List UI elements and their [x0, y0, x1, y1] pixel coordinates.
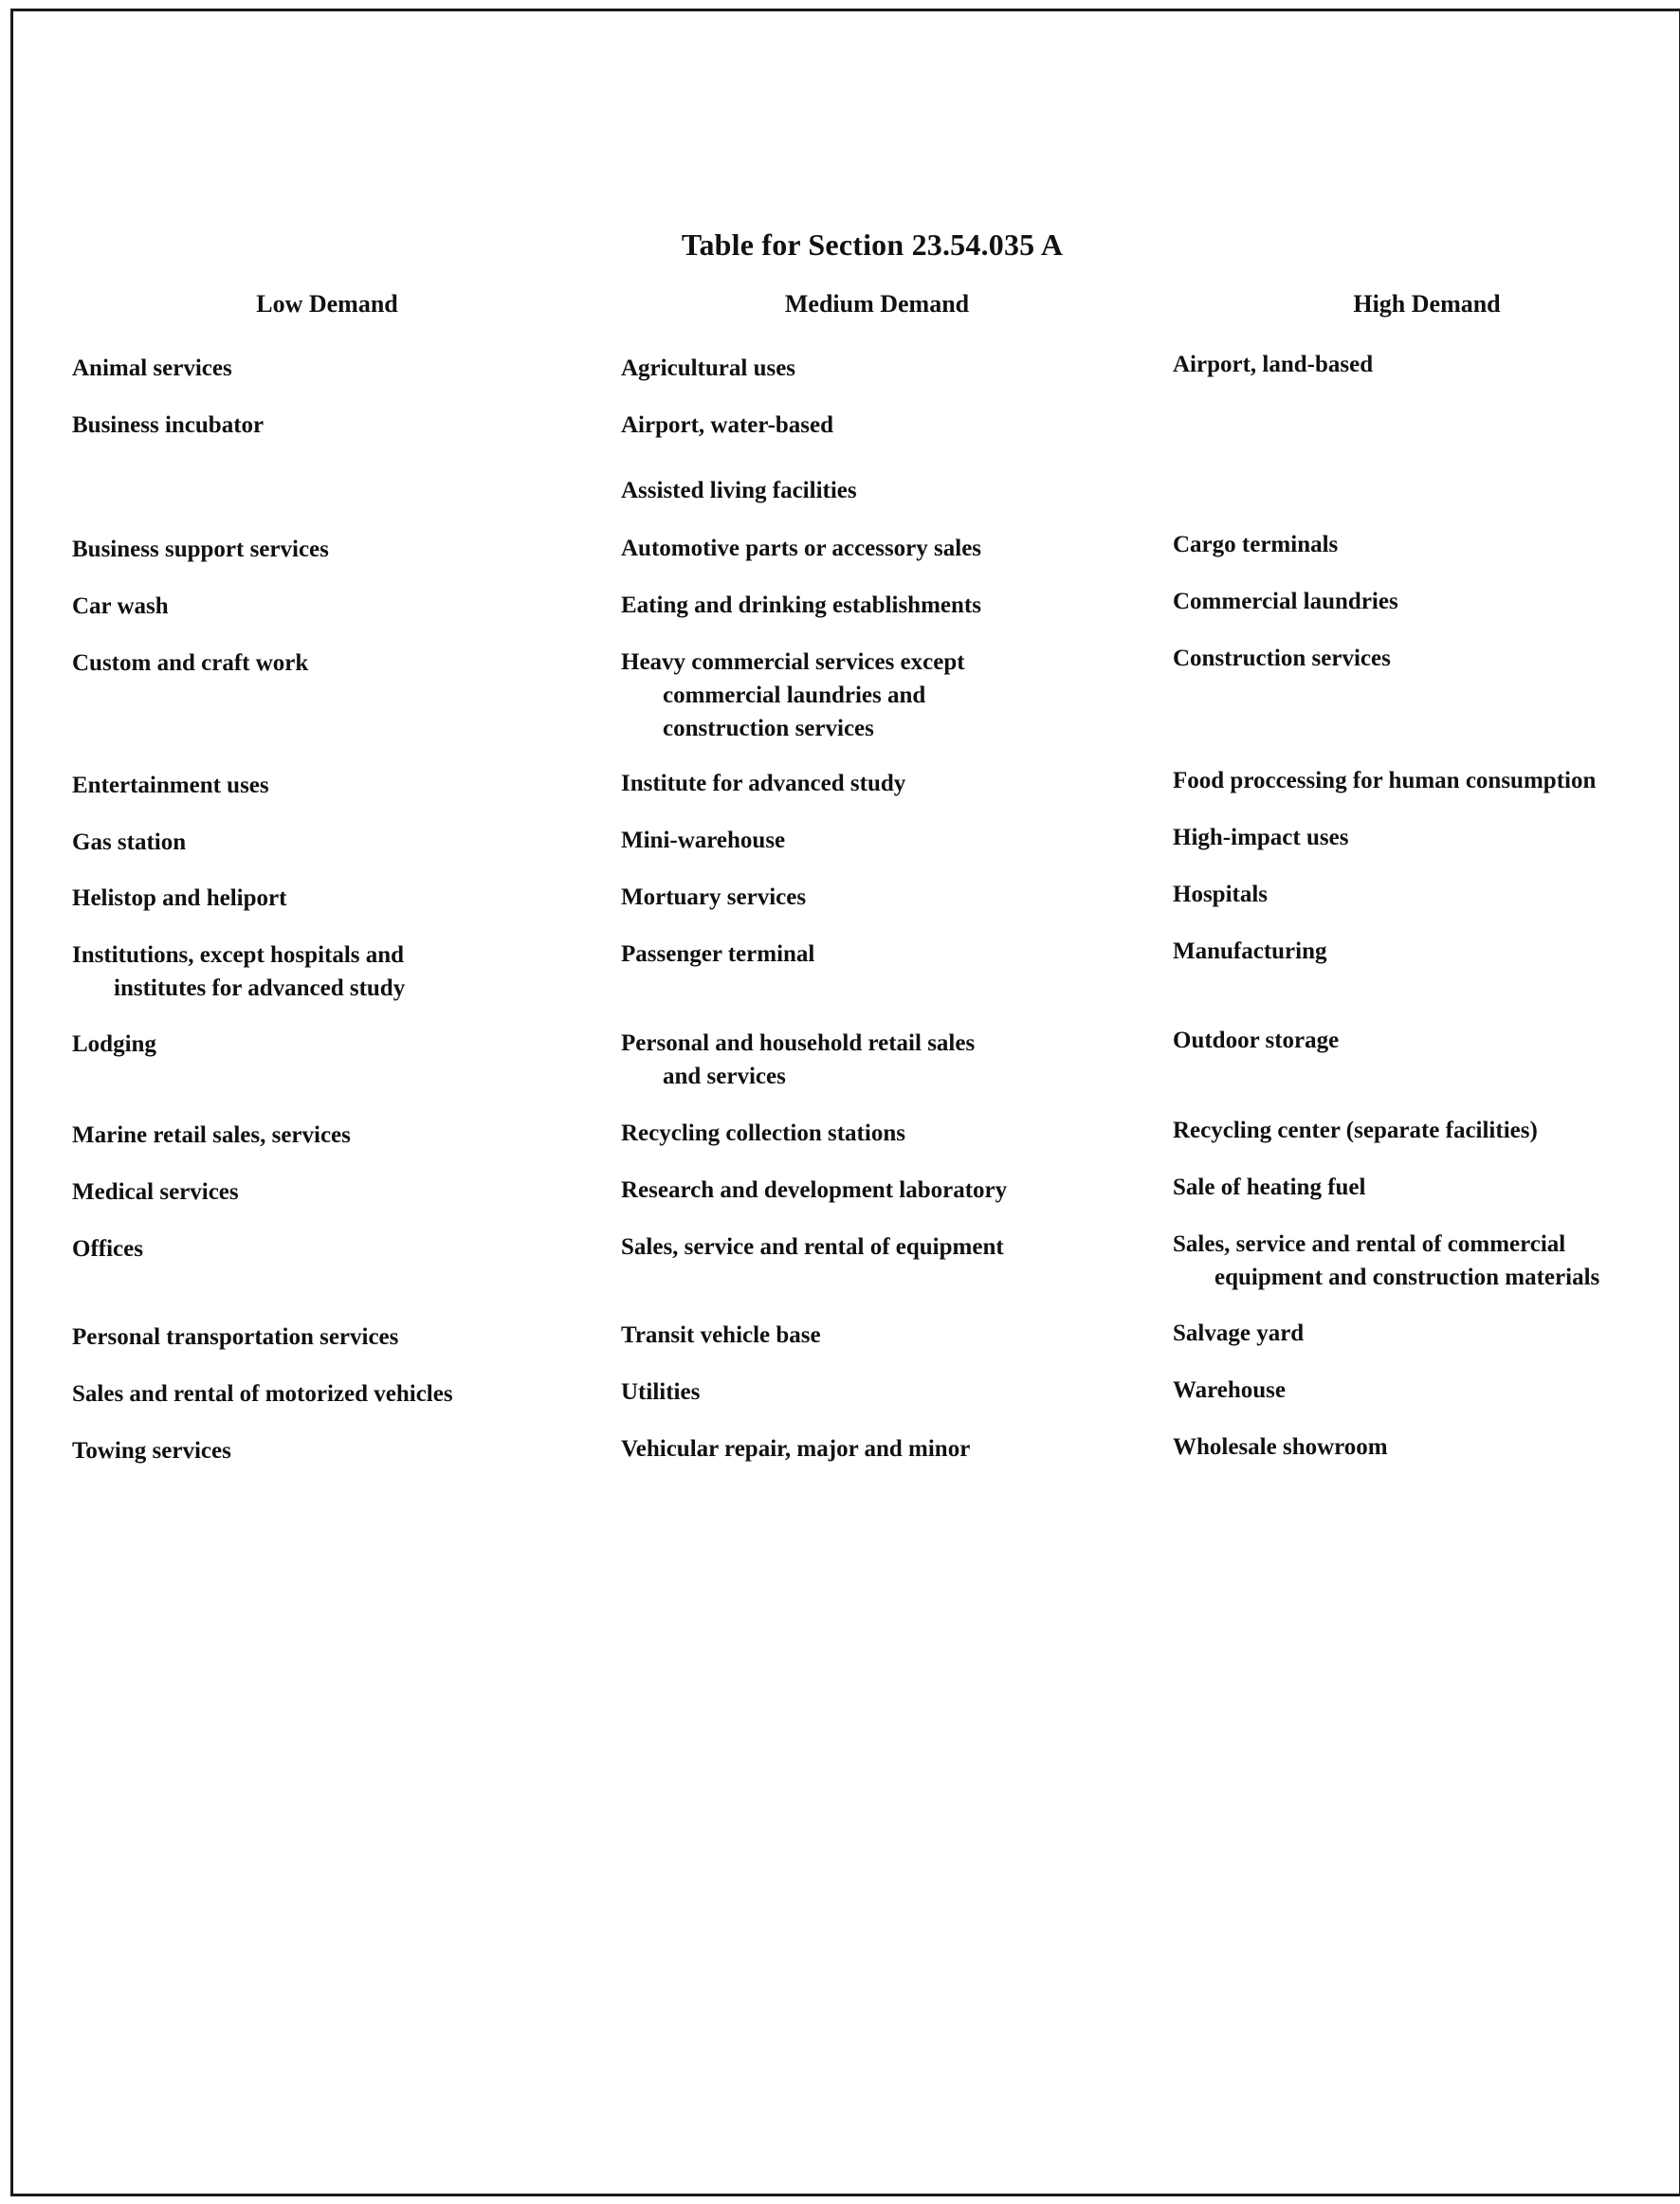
- low-item: Sales and rental of motorized vehicles: [72, 1381, 453, 1407]
- low-item: Car wash: [72, 593, 169, 619]
- low-item: Lodging: [72, 1031, 156, 1057]
- high-item: Airport, land-based: [1173, 352, 1374, 377]
- low-item: Business incubator: [72, 412, 265, 438]
- low-item: Medical services: [72, 1179, 239, 1205]
- low-item: Gas station: [72, 829, 187, 855]
- low-item: Towing services: [72, 1438, 231, 1464]
- high-item-line: Sales, service and rental of commercial: [1173, 1231, 1566, 1257]
- high-item: Wholesale showroom: [1173, 1434, 1388, 1460]
- high-item: Salvage yard: [1173, 1321, 1305, 1346]
- medium-item: Mini-warehouse: [621, 828, 786, 853]
- low-item: Animal services: [72, 355, 232, 381]
- medium-item: Agricultural uses: [621, 355, 796, 381]
- header-medium-demand: Medium Demand: [784, 290, 970, 318]
- low-item: Entertainment uses: [72, 773, 269, 798]
- low-item: Personal transportation services: [72, 1324, 399, 1350]
- medium-item-line: and services: [663, 1064, 786, 1089]
- medium-item: Passenger terminal: [621, 941, 815, 967]
- medium-item: Recycling collection stations: [621, 1120, 905, 1146]
- high-item: Hospitals: [1173, 882, 1269, 907]
- header-high-demand: High Demand: [1353, 290, 1501, 318]
- medium-item: [621, 1027, 975, 1093]
- low-item: Helistop and heliport: [72, 885, 287, 911]
- high-item: Recycling center (separate facilities): [1173, 1118, 1538, 1143]
- high-item: Outdoor storage: [1173, 1028, 1340, 1053]
- medium-item: Utilities: [621, 1379, 701, 1405]
- high-item: Cargo terminals: [1173, 532, 1339, 557]
- high-item: Commercial laundries: [1173, 589, 1398, 614]
- medium-item: Research and development laboratory: [621, 1177, 1008, 1203]
- medium-item: Automotive parts or accessory sales: [621, 536, 982, 561]
- medium-item: [621, 646, 965, 745]
- high-item: High-impact uses: [1173, 825, 1349, 850]
- low-item: Marine retail sales, services: [72, 1122, 351, 1148]
- medium-item: Airport, water-based: [621, 412, 834, 438]
- low-item: [72, 938, 405, 1005]
- medium-item: Assisted living facilities: [621, 478, 857, 503]
- medium-item-line: construction services: [663, 716, 874, 741]
- medium-item: Eating and drinking establishments: [621, 592, 981, 618]
- high-item: Food proccessing for human consumption: [1173, 768, 1597, 793]
- medium-item: Vehicular repair, major and minor: [621, 1436, 971, 1462]
- high-item: Manufacturing: [1173, 938, 1327, 964]
- medium-item: Sales, service and rental of equipment: [621, 1234, 1004, 1260]
- medium-item-line: commercial laundries and: [663, 683, 926, 708]
- header-low-demand: Low Demand: [256, 290, 398, 318]
- medium-item: Mortuary services: [621, 884, 807, 910]
- low-item: Business support services: [72, 537, 329, 562]
- high-item: Construction services: [1173, 646, 1391, 671]
- high-item: Sale of heating fuel: [1173, 1175, 1366, 1200]
- medium-item: Transit vehicle base: [621, 1322, 821, 1348]
- low-item-line: Institutions, except hospitals and: [72, 942, 405, 968]
- table-title: Table for Section 23.54.035 A: [681, 228, 1064, 262]
- high-item-line: equipment and construction materials: [1214, 1265, 1600, 1290]
- medium-item-line: Personal and household retail sales: [621, 1030, 976, 1056]
- high-item: Warehouse: [1173, 1377, 1286, 1403]
- high-item: [1173, 1228, 1599, 1294]
- low-item: Custom and craft work: [72, 650, 309, 676]
- page-border: [10, 9, 1680, 2196]
- medium-item: Institute for advanced study: [621, 771, 906, 796]
- low-item: Offices: [72, 1236, 143, 1262]
- medium-item-line: Heavy commercial services except: [621, 649, 965, 675]
- low-item-line: institutes for advanced study: [114, 975, 406, 1001]
